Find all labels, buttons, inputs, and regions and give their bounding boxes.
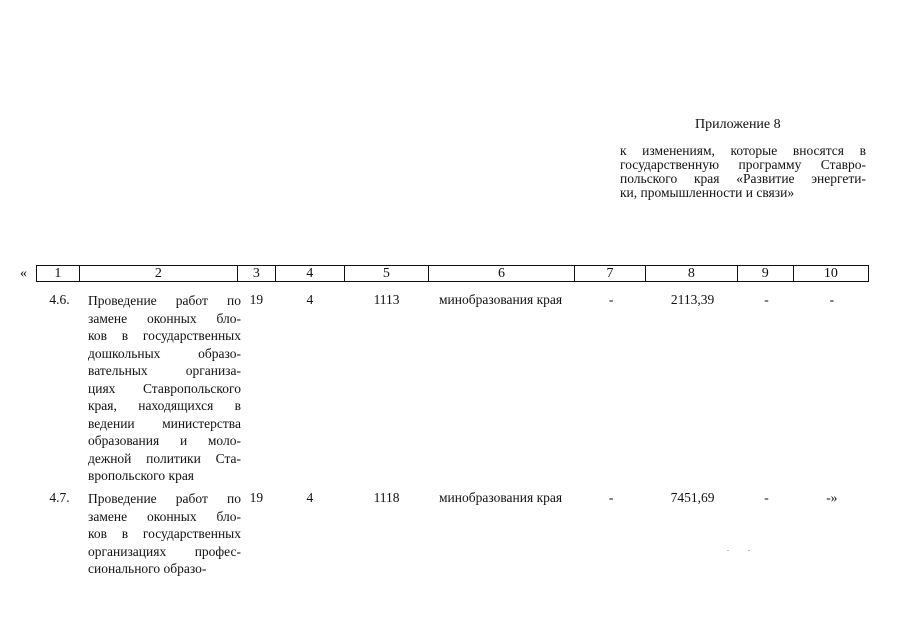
description-line: края, находящихся в [88, 398, 241, 413]
appendix-line: государственную программу Ставро- [620, 157, 866, 172]
cell-col10: - [829, 292, 835, 307]
description-line: дежной политики Ста- [88, 450, 241, 466]
description-line: циях Ставропольского [88, 380, 241, 396]
header-cell: 3 [238, 266, 276, 281]
row-description [36, 490, 251, 578]
header-cell: 4 [276, 266, 345, 281]
cell-amount: 7451,69 [670, 490, 715, 505]
header-cell: 8 [646, 266, 737, 281]
description-line: ведении министерства [88, 415, 241, 431]
cell-col5: 1118 [373, 490, 400, 505]
appendix-line: польского края «Развитие энергети- [620, 171, 866, 186]
appendix-line: ки, промышленности и связи» [620, 185, 795, 200]
header-cell: 9 [738, 266, 794, 281]
header-cell: 2 [80, 266, 238, 281]
header-cell: 7 [575, 266, 646, 281]
table-header-row [36, 265, 869, 282]
description-line: вропольского края [88, 468, 195, 483]
header-cell: 6 [429, 266, 575, 281]
description-line: вательных организа- [88, 363, 241, 378]
table-open-quote: « [20, 266, 27, 281]
row-description [36, 292, 251, 485]
description-line: организациях профес- [88, 543, 241, 559]
cell-col9: - [764, 490, 769, 505]
description-line: образования и моло- [88, 433, 241, 448]
description-line: Проведение работ по [88, 491, 241, 506]
cell-col5: 1113 [373, 292, 400, 307]
cell-executor: минобразования края [439, 292, 563, 307]
cell-amount: 2113,39 [670, 292, 715, 307]
row-number: 4.6. [49, 292, 70, 307]
scan-speck [727, 550, 729, 551]
description-line: сионального образо- [88, 561, 207, 576]
description-line: Проведение работ по [88, 293, 241, 308]
description-line: ков в государственных [88, 526, 241, 541]
row-number: 4.7. [49, 490, 70, 505]
description-line: ков в государственных [88, 328, 241, 343]
header-cell: 10 [823, 266, 838, 281]
table-row [36, 490, 869, 576]
cell-col9: - [764, 292, 769, 307]
appendix-line: к изменениям, которые вносятся в [620, 143, 866, 158]
description-line: дошкольных образо- [88, 345, 241, 361]
description-line: замене оконных бло- [88, 508, 241, 524]
appendix-description [620, 144, 866, 200]
cell-executor: минобразования края [439, 490, 563, 505]
cell-col10: -» [826, 490, 838, 505]
cell-col7: - [608, 490, 614, 505]
cell-col4: 4 [306, 292, 314, 307]
appendix-title: Приложение 8 [695, 117, 781, 132]
scan-speck [748, 550, 750, 551]
header-cell: 5 [345, 266, 430, 281]
cell-col3: 19 [249, 490, 264, 505]
cell-col3: 19 [249, 292, 264, 307]
table-row [36, 292, 869, 483]
description-line: замене оконных бло- [88, 310, 241, 326]
cell-col4: 4 [306, 490, 314, 505]
cell-col7: - [608, 292, 614, 307]
header-cell: 1 [37, 266, 80, 281]
